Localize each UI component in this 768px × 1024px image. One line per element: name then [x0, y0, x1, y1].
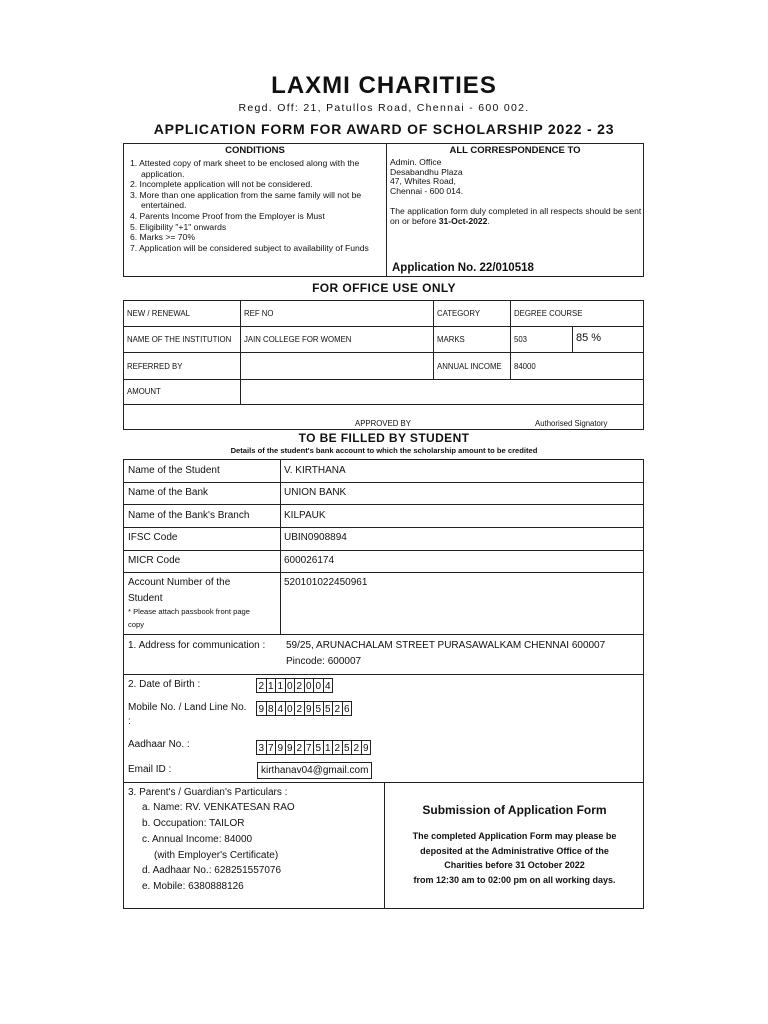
guardian-name: a. Name: RV. VENKATESAN RAO — [142, 802, 295, 813]
ifsc-value: UBIN0908894 — [284, 532, 347, 543]
annual-income-value: 84000 — [514, 362, 536, 371]
branch-value: KILPAUK — [284, 510, 326, 521]
guardian-aadhaar: d. Aadhaar No.: 628251557076 — [142, 865, 282, 876]
row-divider — [124, 634, 643, 635]
correspondence-address — [390, 158, 642, 196]
authorised-signatory: Authorised Signatory — [535, 419, 608, 428]
digit-box: 4 — [323, 678, 334, 693]
approved-by: APPROVED BY — [355, 419, 411, 428]
col-divider — [240, 301, 241, 352]
digit-box: 5 — [313, 701, 324, 716]
row-divider — [124, 404, 643, 405]
student-name-label: Name of the Student — [128, 465, 220, 476]
guardian-mobile: e. Mobile: 6380888126 — [142, 881, 244, 892]
col-divider — [240, 379, 241, 404]
amount-label: AMOUNT — [127, 387, 161, 396]
row-divider — [124, 482, 643, 483]
condition-item: 4. Parents Income Proof from the Employer is Must — [130, 210, 325, 221]
student-section-heading: TO BE FILLED BY STUDENT — [298, 431, 470, 445]
referred-by-label: REFERRED BY — [127, 362, 183, 371]
submission-title: Submission of Application Form — [422, 803, 607, 817]
account-note-line1: * Please attach passbook front page — [128, 607, 251, 616]
institution-value: JAIN COLLEGE FOR WOMEN — [244, 335, 352, 344]
row-divider — [124, 572, 643, 573]
micr-value: 600026174 — [284, 555, 335, 566]
col-divider — [433, 301, 434, 379]
account-number-value: 520101022450961 — [284, 577, 368, 588]
guardian-heading: 3. Parent's / Guardian's Particulars : — [128, 787, 288, 798]
digit-box: 7 — [266, 740, 277, 755]
guardian-occupation: b. Occupation: TAILOR — [142, 818, 245, 829]
digit-box: 7 — [304, 740, 315, 755]
conditions-list — [130, 158, 382, 253]
micr-label: MICR Code — [128, 555, 181, 566]
student-table — [123, 459, 644, 909]
digit-box: 2 — [332, 740, 343, 755]
deadline-date: 31-Oct-2022 — [438, 215, 488, 226]
mobile-digit-boxes — [257, 701, 352, 716]
marks-label: MARKS — [437, 335, 465, 344]
digit-box: 5 — [313, 740, 324, 755]
submission-line: from 12:30 am to 02:00 pm on all working days. — [413, 874, 616, 885]
guardian-income: c. Annual Income: 84000 — [142, 834, 253, 845]
marks-value: 503 — [514, 335, 528, 344]
row-divider — [124, 326, 643, 327]
office-use-table — [123, 300, 644, 430]
student-section-subheading: Details of the student's bank account to which the scholarship amount to be credited — [230, 446, 538, 455]
conditions-box — [123, 143, 644, 277]
address-line: Desabandhu Plaza — [390, 166, 463, 177]
account-note-line2: copy — [128, 620, 145, 629]
col-divider — [572, 326, 573, 352]
guardian-income-note: (with Employer's Certificate) — [154, 850, 279, 861]
application-number: Application No. 22/010518 — [392, 262, 534, 274]
email-value: kirthanav04@gmail.com — [257, 762, 372, 779]
row-divider — [124, 352, 643, 353]
correspondence-heading: ALL CORRESPONDENCE TO — [449, 145, 581, 156]
percent-value: 85 % — [576, 332, 602, 344]
deadline-text: The application form duly completed in all respects should be sent on or before — [390, 206, 642, 226]
submission-line: Charities before 31 October 2022 — [444, 860, 585, 870]
digit-box: 6 — [342, 701, 353, 716]
digit-box: 9 — [256, 701, 267, 716]
digit-box: 9 — [304, 701, 315, 716]
digit-box: 4 — [275, 701, 286, 716]
student-name-value: V. KIRTHANA — [284, 465, 346, 476]
row-divider — [124, 550, 643, 551]
address-line: Admin. Office — [390, 157, 442, 167]
digit-box: 2 — [332, 701, 343, 716]
bank-name-label: Name of the Bank — [128, 487, 209, 498]
col-divider — [280, 460, 281, 634]
form-title: APPLICATION FORM FOR AWARD OF SCHOLARSHIP 2022 - 23 — [153, 121, 615, 137]
ifsc-label: IFSC Code — [128, 532, 178, 543]
deadline-note — [390, 207, 642, 226]
digit-box: 0 — [304, 678, 315, 693]
digit-box: 2 — [294, 701, 305, 716]
submission-line: deposited at the Administrative Office of the — [420, 845, 609, 856]
digit-box: 1 — [266, 678, 277, 693]
ref-no-label: REF NO — [244, 309, 274, 318]
mobile-label-colon: : — [128, 716, 131, 727]
office-use-heading: FOR OFFICE USE ONLY — [312, 281, 456, 295]
conditions-heading: CONDITIONS — [225, 145, 285, 156]
digit-box: 8 — [266, 701, 277, 716]
condition-item: 2. Incomplete application will not be considered. — [130, 179, 313, 190]
bank-name-value: UNION BANK — [284, 487, 347, 498]
condition-item: 5. Eligibility "+1" onwards — [130, 221, 227, 232]
col-divider — [510, 301, 511, 379]
aadhaar-digit-boxes — [257, 740, 371, 755]
email-label: Email ID : — [128, 764, 172, 775]
col-divider — [384, 782, 385, 908]
deadline-end: . — [487, 215, 490, 226]
org-name: LAXMI CHARITIES — [271, 72, 497, 99]
category-label: CATEGORY — [437, 309, 481, 318]
digit-box: 9 — [361, 740, 372, 755]
pincode-value: Pincode: 600007 — [286, 656, 362, 667]
digit-box: 9 — [285, 740, 296, 755]
registered-office: Regd. Off: 21, Patullos Road, Chennai - 600 002. — [238, 102, 530, 114]
annual-income-label: ANNUAL INCOME — [437, 362, 502, 371]
condition-item: 7. Application will be considered subject to availability of Funds — [130, 242, 369, 253]
digit-box: 5 — [342, 740, 353, 755]
aadhaar-label: Aadhaar No. : — [128, 739, 190, 750]
dob-label: 2. Date of Birth : — [128, 679, 201, 690]
condition-item: 3. More than one application from the same family will not be entertained. — [130, 189, 362, 211]
account-label-line1: Account Number of the — [128, 577, 231, 588]
digit-box: 2 — [256, 678, 267, 693]
mobile-label: Mobile No. / Land Line No. — [128, 702, 247, 713]
condition-item: 1. Attested copy of mark sheet to be enclosed along with the application. — [130, 158, 360, 179]
digit-box: 0 — [285, 701, 296, 716]
new-renewal-label: NEW / RENEWAL — [127, 309, 190, 318]
address-line: 47, Whites Road, — [390, 176, 456, 187]
digit-box: 2 — [351, 740, 362, 755]
digit-box: 2 — [294, 678, 305, 693]
submission-body — [386, 829, 643, 887]
branch-label: Name of the Bank's Branch — [128, 510, 250, 521]
row-divider — [124, 674, 643, 675]
address-value: 59/25, ARUNACHALAM STREET PURASAWALKAM CHENNAI 600007 — [286, 640, 606, 651]
row-divider — [124, 379, 643, 380]
divider — [386, 144, 387, 276]
dob-digit-boxes — [257, 678, 333, 693]
condition-item: 6. Marks >= 70% — [130, 232, 195, 243]
digit-box: 3 — [256, 740, 267, 755]
institution-label: NAME OF THE INSTITUTION — [127, 335, 232, 344]
row-divider — [124, 527, 643, 528]
account-label-line2: Student — [128, 593, 163, 604]
submission-line: The completed Application Form may please be — [412, 831, 617, 841]
digit-box: 1 — [275, 678, 286, 693]
row-divider — [124, 504, 643, 505]
digit-box: 5 — [323, 701, 334, 716]
address-label: 1. Address for communication : — [128, 640, 266, 651]
category-value: DEGREE COURSE — [514, 309, 583, 318]
digit-box: 0 — [285, 678, 296, 693]
digit-box: 0 — [313, 678, 324, 693]
digit-box: 9 — [275, 740, 286, 755]
digit-box: 1 — [323, 740, 334, 755]
digit-box: 2 — [294, 740, 305, 755]
address-line: Chennai - 600 014. — [390, 185, 464, 196]
